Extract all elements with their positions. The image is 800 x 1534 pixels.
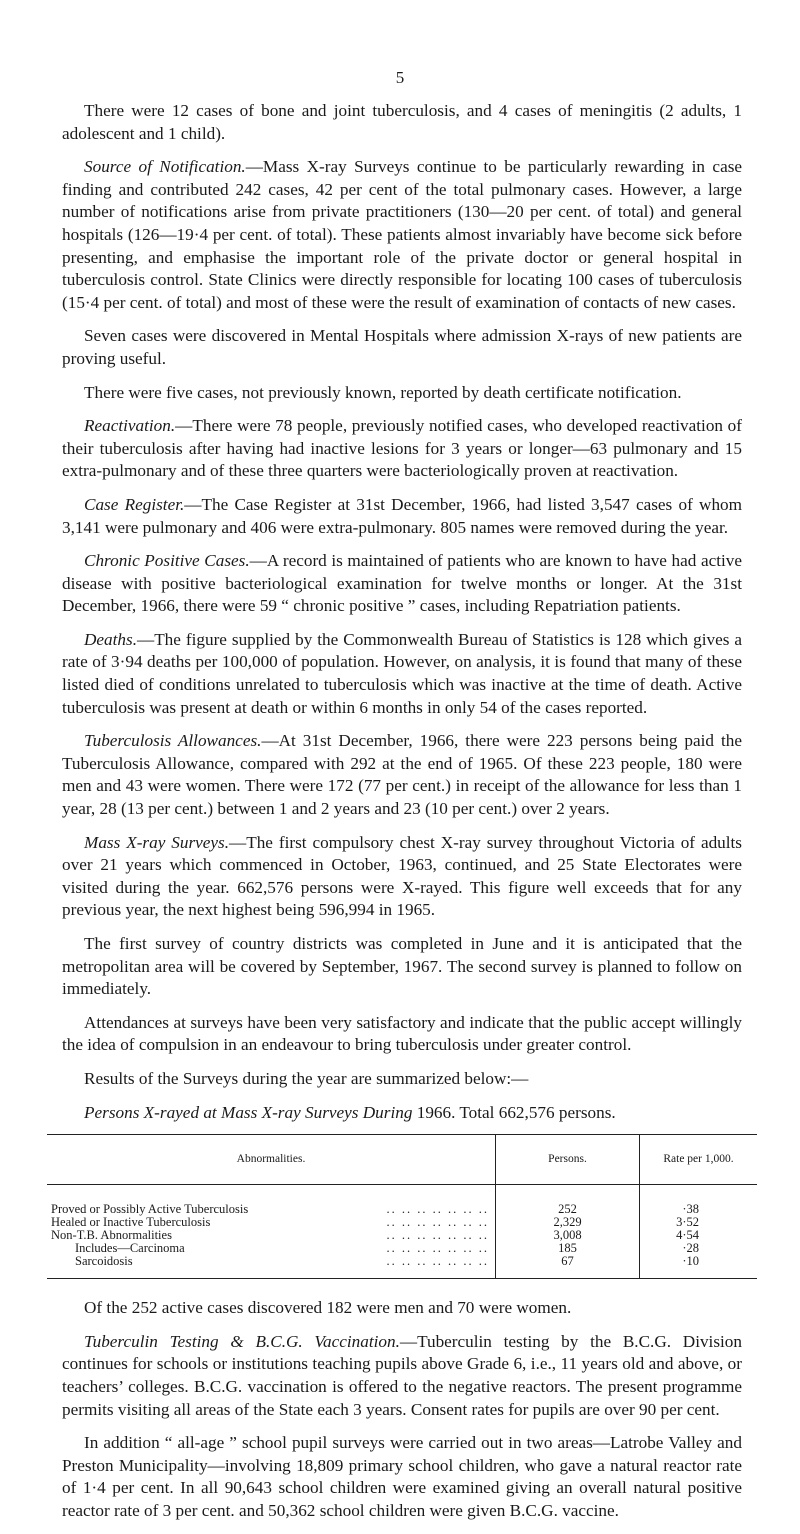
- paragraph-heading: Tuberculosis Allowances.: [84, 731, 262, 751]
- paragraph-text: The first survey of country districts was completed in June and it is anticipated that the metropolitan area will be covered by September, 1967. The second survey is planned to follow on immediately.: [62, 934, 742, 999]
- paragraph: [62, 382, 742, 405]
- paragraph-text: —Tuberculin testing by the B.C.G. Division continues for schools or institutions teaching pupils above Grade 6, i.e., 11 years old and above, or teachers’ colleges. B.C.G. vaccination is offered to the negative reactors. The present programme permits visiting all areas of the State each 3 years. Consent rates for pupils are over 90 per cent.: [62, 1331, 742, 1419]
- row-persons: 185: [496, 1242, 640, 1255]
- leader-dots: .. .. .. .. .. .. ..: [386, 1215, 489, 1230]
- row-rate: ·38: [640, 1185, 758, 1217]
- table-header-row: [47, 1135, 757, 1185]
- paragraph: [62, 325, 742, 370]
- header-persons: Persons.: [496, 1135, 640, 1185]
- row-label: Non-T.B. Abnormalities: [51, 1228, 172, 1243]
- paragraph: [62, 1297, 742, 1320]
- paragraph: [62, 1012, 742, 1057]
- row-label: Healed or Inactive Tuberculosis: [51, 1215, 211, 1230]
- page-number: 5: [395, 68, 405, 87]
- row-rate: 4·54: [640, 1229, 758, 1242]
- table-caption-plain: 1966. Total 662,576 persons.: [412, 1102, 616, 1122]
- paragraph: [62, 415, 742, 483]
- paragraph: [62, 100, 742, 145]
- header-rate: Rate per 1,000.: [640, 1135, 758, 1185]
- row-label-cell: [47, 1185, 496, 1217]
- header-abnormalities: Abnormalities.: [47, 1135, 496, 1185]
- paragraph: [62, 156, 742, 314]
- paragraph-text: There were 12 cases of bone and joint tuberculosis, and 4 cases of meningitis (2 adults, 1 adolescent and 1 child).: [62, 101, 742, 143]
- paragraph-text: Seven cases were discovered in Mental Hospitals where admission X-rays of new patients are proving useful.: [62, 326, 742, 368]
- row-persons: 67: [496, 1255, 640, 1279]
- table-caption: [62, 1102, 742, 1125]
- leader-dots: .. .. .. .. .. .. ..: [386, 1254, 489, 1269]
- row-label: Proved or Possibly Active Tuberculosis: [51, 1202, 249, 1217]
- paragraph-heading: Reactivation.: [84, 416, 176, 436]
- row-rate: ·10: [640, 1255, 758, 1279]
- paragraph: [62, 832, 742, 922]
- paragraph-text: Results of the Surveys during the year are summarized below:—: [84, 1068, 529, 1088]
- body-text: [51, 100, 743, 1534]
- paragraph-heading: Deaths.: [84, 629, 137, 649]
- paragraph: [62, 1331, 742, 1421]
- row-persons: 3,008: [496, 1229, 640, 1242]
- row-label: Sarcoidosis: [75, 1254, 133, 1269]
- table-caption-italic: Persons X-rayed at Mass X-ray Surveys During: [84, 1102, 413, 1122]
- paragraph-text: —At 31st December, 1966, there were 223 persons being paid the Tuberculosis Allowance, compared with 292 at the end of 1965. Of these 223 people, 180 were men and 43 were women. There were 172 (77 per cent.) in receipt of the allowance for less than 1 year, 28 (13 per cent.) between 1 and 2 years and 23 (10 per cent.) over 2 years.: [62, 731, 742, 819]
- paragraph-heading: Tuberculin Testing & B.C.G. Vaccination.: [84, 1331, 400, 1351]
- paragraph: [62, 933, 742, 1001]
- row-persons: 2,329: [496, 1216, 640, 1229]
- paragraph-text: —There were 78 people, previously notified cases, who developed reactivation of their tuberculosis after having had inactive lesions for 3 years or longer—63 pulmonary and 15 extra-pulmonary and of these three quarters were bacteriologically proven at reactivation.: [62, 416, 742, 481]
- paragraphs-before-table: [62, 100, 742, 1091]
- abnormalities-table-wrap: [47, 1134, 757, 1279]
- paragraph-text: —A record is maintained of patients who are known to have had active disease with positive bacteriological examination for twelve months or longer. At the 31st December, 1966, there were 59 “ chronic positive ” cases, including Repatriation patients.: [62, 551, 742, 616]
- paragraph-text: Of the 252 active cases discovered 182 were men and 70 were women.: [84, 1298, 572, 1318]
- paragraphs-after-table: [62, 1297, 742, 1522]
- row-persons: 252: [496, 1185, 640, 1217]
- paragraph: [62, 1432, 742, 1522]
- paragraph: [62, 629, 742, 719]
- paragraph-text: —The first compulsory chest X-ray survey throughout Victoria of adults over 21 years which commenced in October, 1963, continued, and 25 State Electorates were visited during the year. 662,576 persons were X-rayed. This figure well exceeds that for any previous year, the next highest being 596,994 in 1965.: [62, 832, 743, 920]
- row-label-cell: [47, 1255, 496, 1279]
- leader-dots: .. .. .. .. .. .. ..: [386, 1202, 489, 1217]
- row-label: Includes—Carcinoma: [75, 1241, 185, 1256]
- paragraph: [62, 550, 742, 618]
- table-body: [47, 1185, 757, 1279]
- paragraph-heading: Source of Notification.: [84, 157, 246, 177]
- paragraph-text: In addition “ all-age ” school pupil surveys were carried out in two areas—Latrobe Valley and Preston Municipality—involving 18,809 primary school children, who gave a natural reactor rate of 1·4 per cent. In all 90,643 school children were examined giving an overall natural positive reactor rate of 3 per cent. and 50,362 school children were given B.C.G. vaccine.: [62, 1433, 742, 1520]
- paragraph-text: There were five cases, not previously known, reported by death certificate notification.: [84, 382, 682, 402]
- paragraph: [62, 1068, 742, 1091]
- paragraph-text: —The Case Register at 31st December, 1966, had listed 3,547 cases of whom 3,141 were pulmonary and 406 were extra-pulmonary. 805 names were removed during the year.: [62, 494, 743, 537]
- paragraph-heading: Mass X-ray Surveys.: [84, 832, 230, 852]
- paragraph-text: —Mass X-ray Surveys continue to be particularly rewarding in case finding and contributed 242 cases, 42 per cent of the total pulmonary cases. However, a large number of notifications arise from private practitioners (130—20 per cent. of total) and general hospitals (126—19·4 per cent. of total). These patients almost invariably have become sick before presenting, and emphasise the important role of the private doctor or general hospital in tuberculosis control. State Clinics were directly responsible for locating 100 cases of tuberculosis (15·4 per cent. of total) and most of these were the result of examination of contacts of new cases.: [62, 157, 743, 312]
- paragraph-text: —The figure supplied by the Commonwealth Bureau of Statistics is 128 which gives a rate of 3·94 deaths per 100,000 of population. However, on analysis, it is found that many of these listed died of conditions unrelated to tuberculosis which was inactive at the time of death. Active tuberculosis was present at death or within 6 months in only 54 of the cases reported.: [62, 629, 742, 717]
- leader-dots: .. .. .. .. .. .. ..: [386, 1241, 489, 1256]
- paragraph-text: Attendances at surveys have been very satisfactory and indicate that the public accept willingly the idea of compulsion in an endeavour to bring tuberculosis under greater control.: [62, 1012, 742, 1055]
- paragraph-heading: Case Register.: [84, 494, 185, 514]
- paragraph: [62, 730, 742, 820]
- paragraph: [62, 494, 742, 539]
- row-rate: 3·52: [640, 1216, 758, 1229]
- abnormalities-table: [47, 1134, 757, 1279]
- table-row: [47, 1255, 757, 1279]
- row-rate: ·28: [640, 1242, 758, 1255]
- paragraph-heading: Chronic Positive Cases.: [84, 551, 250, 571]
- leader-dots: .. .. .. .. .. .. ..: [386, 1228, 489, 1243]
- table-row: [47, 1185, 757, 1217]
